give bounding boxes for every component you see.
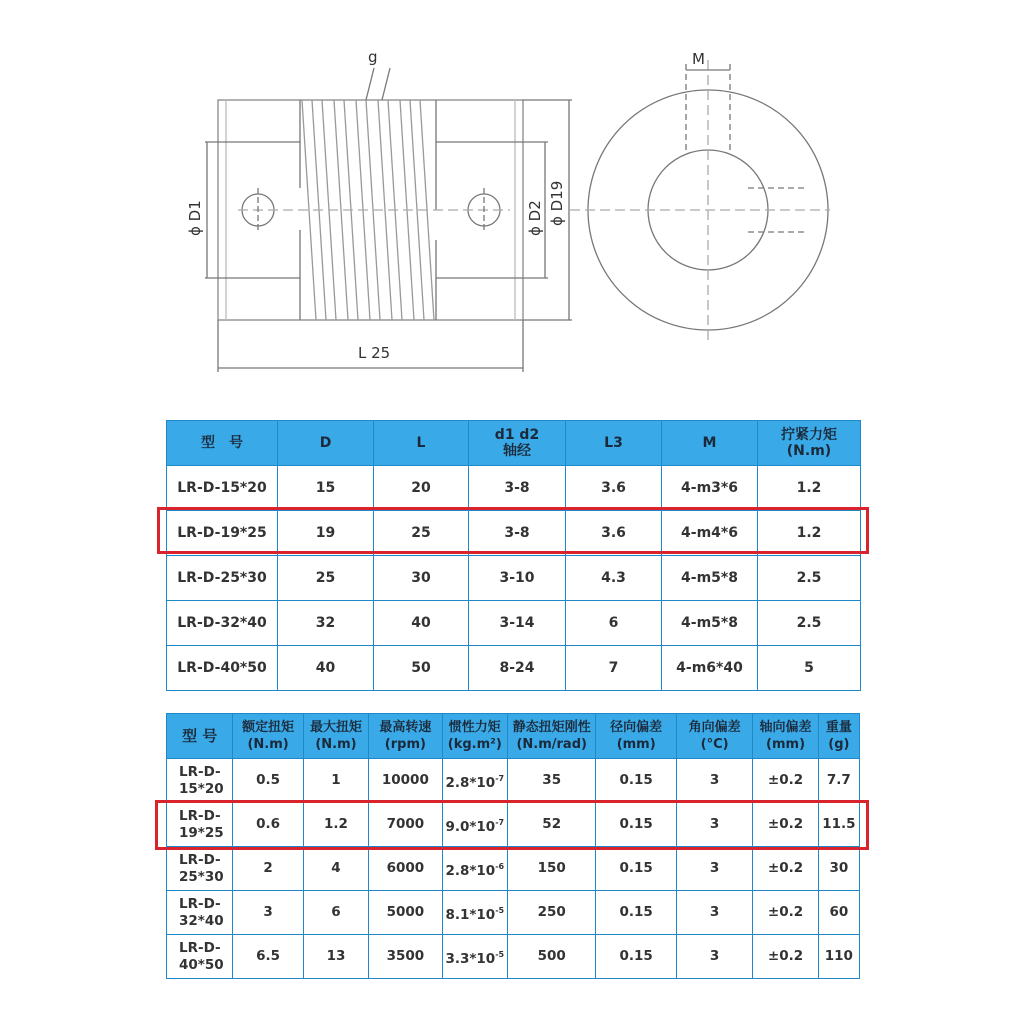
table-cell-rated: 6.5 [233, 935, 303, 979]
table-cell-speed: 5000 [369, 891, 442, 935]
table-cell: 25 [278, 556, 374, 601]
table-cell: 50 [374, 646, 469, 691]
table-cell: LR-D-25*30 [167, 556, 278, 601]
table-row [167, 891, 860, 935]
table-cell-radial: 0.15 [596, 891, 676, 935]
table-cell: 3.6 [566, 466, 662, 511]
table-cell-inertia [442, 935, 507, 979]
table-cell: 3-14 [469, 601, 566, 646]
table-cell-angular: 3 [676, 759, 752, 803]
table-cell-stiffness: 35 [507, 759, 596, 803]
header-d: D [278, 421, 374, 466]
table-cell: 25 [374, 511, 469, 556]
header-l3: L3 [566, 421, 662, 466]
table-row [167, 601, 861, 646]
header-radial: 径向偏差 (mm) [596, 714, 676, 759]
table-cell: LR-D-32*40 [167, 601, 278, 646]
side-view [205, 68, 572, 372]
header-axial: 轴向偏差 (mm) [753, 714, 818, 759]
header-inertia: 惯性力矩 (kg.m²) [442, 714, 507, 759]
table-cell: 3-8 [469, 466, 566, 511]
table-cell-axial: ±0.2 [753, 891, 818, 935]
table-cell: LR-D-19*25 [167, 511, 278, 556]
header-rated-torque: 额定扭矩 (N.m) [233, 714, 303, 759]
header-model: 型 号 [167, 714, 233, 759]
dim-l25-label: L 25 [358, 344, 391, 362]
table-cell-axial: ±0.2 [753, 935, 818, 979]
table-cell-rated: 0.6 [233, 803, 303, 847]
table-cell-speed: 6000 [369, 847, 442, 891]
table-cell: 4-m5*8 [662, 556, 758, 601]
table-cell-axial: ±0.2 [753, 759, 818, 803]
table-cell: 32 [278, 601, 374, 646]
table-cell-max: 6 [303, 891, 368, 935]
table-cell-model: LR-D- 40*50 [167, 935, 233, 979]
table-row [167, 556, 861, 601]
table-cell-angular: 3 [676, 935, 752, 979]
table-cell-rated: 0.5 [233, 759, 303, 803]
table-cell: 7 [566, 646, 662, 691]
inertia-base: 2.8*10 [445, 774, 496, 791]
header-torque: 拧紧力矩 (N.m) [758, 421, 861, 466]
table-cell-radial: 0.15 [596, 935, 676, 979]
dim-d1-label: ϕ D1 [186, 200, 204, 236]
table-cell-model: LR-D- 32*40 [167, 891, 233, 935]
highlight-box-row-19x25-performance [155, 800, 869, 850]
header-model: 型 号 [167, 421, 278, 466]
inertia-exponent: -6 [495, 861, 505, 871]
table-cell-weight: 11.5 [818, 803, 859, 847]
table-cell-weight: 7.7 [818, 759, 859, 803]
table-cell-max: 4 [303, 847, 368, 891]
table-cell: 3-8 [469, 511, 566, 556]
table-cell: 4-m4*6 [662, 511, 758, 556]
table-cell-speed: 10000 [369, 759, 442, 803]
table-cell-weight: 60 [818, 891, 859, 935]
table-cell: 30 [374, 556, 469, 601]
table-cell: 8-24 [469, 646, 566, 691]
inertia-base: 2.8*10 [445, 862, 496, 879]
header-stiffness: 静态扭矩刚性 (N.m/rad) [507, 714, 596, 759]
table-cell: 3-10 [469, 556, 566, 601]
table-cell-max: 1 [303, 759, 368, 803]
table-cell: 15 [278, 466, 374, 511]
table-cell-inertia [442, 847, 507, 891]
table-cell-radial: 0.15 [596, 803, 676, 847]
table-cell: 40 [374, 601, 469, 646]
highlight-box-row-19x25 [157, 507, 869, 554]
table-cell-radial: 0.15 [596, 759, 676, 803]
header-max-torque: 最大扭矩 (N.m) [303, 714, 368, 759]
table-cell-radial: 0.15 [596, 847, 676, 891]
table-cell-model: LR-D- 19*25 [167, 803, 233, 847]
table-cell-speed: 3500 [369, 935, 442, 979]
dimension-table [166, 420, 861, 691]
table-cell: 1.2 [758, 511, 861, 556]
inertia-base: 9.0*10 [445, 818, 496, 835]
table-cell-axial: ±0.2 [753, 847, 818, 891]
table-cell: 4-m3*6 [662, 466, 758, 511]
inertia-base: 3.3*10 [445, 950, 496, 967]
dim-g-label: g [368, 48, 378, 66]
table-cell: 3.6 [566, 511, 662, 556]
table-cell-axial: ±0.2 [753, 803, 818, 847]
table-cell-inertia [442, 759, 507, 803]
dim-d2-label: ϕ D2 [526, 200, 544, 236]
inertia-exponent: -7 [495, 817, 505, 827]
table-cell-angular: 3 [676, 847, 752, 891]
table-row [167, 759, 860, 803]
header-max-speed: 最高转速 (rpm) [369, 714, 442, 759]
inertia-base: 8.1*10 [445, 906, 496, 923]
table-cell-stiffness: 250 [507, 891, 596, 935]
table-cell: LR-D-40*50 [167, 646, 278, 691]
dim-m-label: M [692, 50, 705, 68]
table-header-row [167, 421, 861, 466]
end-view [570, 60, 830, 345]
table-cell-stiffness: 52 [507, 803, 596, 847]
table-cell: 2.5 [758, 601, 861, 646]
table-cell: 20 [374, 466, 469, 511]
table-cell-max: 13 [303, 935, 368, 979]
table-cell: 4.3 [566, 556, 662, 601]
table-cell: 40 [278, 646, 374, 691]
table-cell: 2.5 [758, 556, 861, 601]
table-cell-angular: 3 [676, 891, 752, 935]
table-cell-stiffness: 500 [507, 935, 596, 979]
table-header-row [167, 714, 860, 759]
table-cell: LR-D-15*20 [167, 466, 278, 511]
table-cell: 5 [758, 646, 861, 691]
table-cell-model: LR-D- 15*20 [167, 759, 233, 803]
header-angular: 角向偏差 (°C) [676, 714, 752, 759]
header-bore: d1 d2 轴经 [469, 421, 566, 466]
table-cell-weight: 110 [818, 935, 859, 979]
table-row [167, 847, 860, 891]
inertia-exponent: -5 [495, 949, 505, 959]
table-cell: 4-m5*8 [662, 601, 758, 646]
table-cell: 4-m6*40 [662, 646, 758, 691]
table-row [167, 466, 861, 511]
table-cell-speed: 7000 [369, 803, 442, 847]
inertia-exponent: -5 [495, 905, 505, 915]
table-cell-weight: 30 [818, 847, 859, 891]
table-cell-stiffness: 150 [507, 847, 596, 891]
inertia-exponent: -7 [495, 773, 505, 783]
table-cell-angular: 3 [676, 803, 752, 847]
header-weight: 重量 (g) [818, 714, 859, 759]
dim-d19-label: ϕ D19 [548, 180, 566, 226]
table-cell-rated: 3 [233, 891, 303, 935]
table-cell: 19 [278, 511, 374, 556]
header-l: L [374, 421, 469, 466]
table-row [167, 935, 860, 979]
table-cell: 6 [566, 601, 662, 646]
header-m: M [662, 421, 758, 466]
coupling-technical-drawing [0, 0, 1024, 410]
table-cell-inertia [442, 891, 507, 935]
table-cell-model: LR-D- 25*30 [167, 847, 233, 891]
table-cell-rated: 2 [233, 847, 303, 891]
table-row [167, 646, 861, 691]
table-cell: 1.2 [758, 466, 861, 511]
table-cell-max: 1.2 [303, 803, 368, 847]
